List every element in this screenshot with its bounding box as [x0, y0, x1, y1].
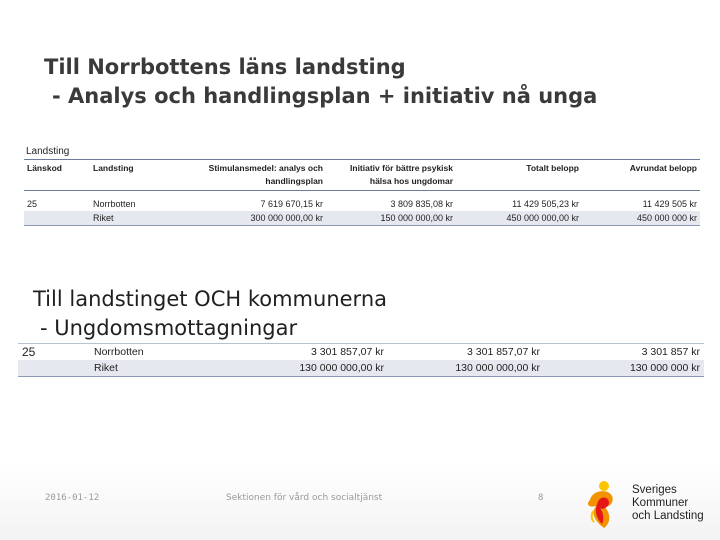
col-header: Länskod — [27, 163, 62, 173]
table-cell: 25 — [27, 199, 38, 209]
col-header: Avrundat belopp — [629, 163, 697, 173]
logo-line: och Landsting — [632, 510, 704, 522]
logo-line: Sveriges — [632, 484, 677, 496]
footer-date: 2016-01-12 — [45, 493, 100, 503]
table-cell: 150 000 000,00 kr — [326, 211, 456, 226]
table-cell: Norrbotten — [90, 344, 210, 361]
logo-line: Kommuner — [632, 497, 689, 509]
col-header: Initiativ för bättre psykisk hälsa hos ungdomar — [350, 163, 453, 186]
table-cell: 3 809 835,08 kr — [390, 199, 453, 209]
table-row — [24, 211, 700, 226]
heading-line-1: Till Norrbottens läns landsting — [44, 55, 406, 79]
table-cell: 450 000 000 kr — [582, 211, 700, 226]
table-cell: 450 000 000,00 kr — [456, 211, 582, 226]
table-cell: Riket — [90, 360, 210, 377]
table-cell — [18, 360, 90, 377]
table-cell: Riket — [90, 211, 196, 226]
table-cell: 300 000 000,00 kr — [196, 211, 326, 226]
table-cell: 130 000 000,00 kr — [210, 360, 388, 377]
table-row — [18, 344, 704, 361]
table-cell: 130 000 000,00 kr — [388, 360, 544, 377]
table-row — [24, 197, 700, 211]
footer-section: Sektionen för vård och socialtjänst — [226, 493, 383, 503]
col-header: Stimulansmedel: analys och handlingsplan — [208, 163, 323, 186]
table-cell: Norrbotten — [93, 199, 136, 209]
subheading-line-2: - Ungdomsmottagningar — [40, 316, 298, 340]
subheading-line-1: Till landstinget OCH kommunerna — [33, 287, 387, 311]
table-cell: 3 301 857,07 kr — [388, 344, 544, 361]
col-header: Totalt belopp — [526, 163, 579, 173]
table-header-row — [24, 160, 700, 191]
table-cell: 11 429 505 kr — [642, 199, 697, 209]
table-row — [18, 360, 704, 377]
table-cell: 7 619 670,15 kr — [260, 199, 323, 209]
table-cell: 3 301 857 kr — [544, 344, 704, 361]
logo-wordmark — [632, 484, 704, 523]
col-header: Landsting — [93, 163, 134, 173]
table-cell: 3 301 857,07 kr — [210, 344, 388, 361]
landsting-table — [24, 145, 700, 226]
ungdomsmottagningar-table — [18, 343, 704, 377]
table-cell: 11 429 505,23 kr — [512, 199, 579, 209]
table-cell: 25 — [18, 344, 90, 361]
table-cell: 130 000 000 kr — [544, 360, 704, 377]
table-cell — [24, 211, 90, 226]
page-number: 8 — [538, 493, 544, 503]
table-caption: Landsting — [26, 146, 70, 157]
heading-line-2: - Analys och handlingsplan + initiativ nå unga — [52, 84, 598, 108]
